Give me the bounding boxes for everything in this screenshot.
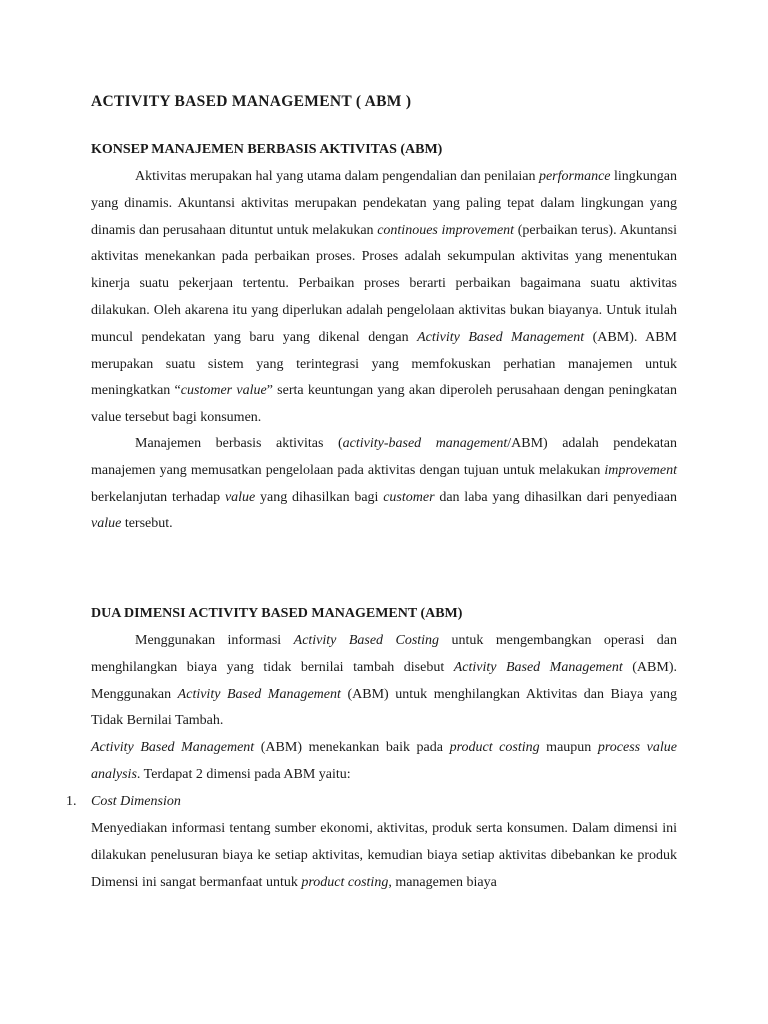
italic-text-run: Activity Based Management [417, 329, 585, 345]
italic-text-run: Activity Based Management [177, 686, 341, 702]
italic-text-run: performance [538, 169, 611, 184]
text-run: Aktivitas merupakan hal yang utama dalam pengendalian dan penilaian [135, 169, 539, 184]
text-run: Manajemen berbasis aktivitas ( [135, 436, 343, 451]
text-run: Menggunakan informasi [135, 633, 294, 648]
text-run: maupun [539, 740, 598, 755]
italic-text-run: product costing [449, 740, 540, 755]
italic-text-run: Activity Based Management [453, 659, 623, 675]
italic-text-run: Activity Based Management [91, 740, 255, 755]
document-title: ACTIVITY BASED MANAGEMENT ( ABM ) [91, 93, 412, 110]
section-heading-konsep: KONSEP MANAJEMEN BERBASIS AKTIVITAS (ABM) [91, 142, 443, 157]
italic-text-run: value [224, 489, 256, 505]
text-run: Menyediakan informasi tentang sumber ekonomi, aktivitas, produk serta konsumen. Dalam dimensi ini dilakukan penelusuran biaya ke setiap aktivitas, kemudian biaya setiap aktivitas dibebankan ke produk Dimensi ini sangat bermanfaat untuk [91, 821, 677, 890]
paragraph-dimensi-1 [91, 628, 677, 735]
text-run: (ABM). Menggunakan [91, 659, 677, 702]
section-heading-dua-dimensi: DUA DIMENSI ACTIVITY BASED MANAGEMENT (ABM) [91, 606, 463, 621]
italic-text-run: customer value [180, 383, 267, 399]
text-run: berkelanjutan terhadap [91, 489, 225, 505]
text-run: yang dihasilkan bagi [255, 489, 384, 505]
text-run: ” serta keuntungan yang akan diperoleh perusahaan dengan peningkatan value tersebut bagi konsumen. [91, 383, 677, 426]
italic-text-run: activity-based management [342, 436, 508, 451]
italic-text-run: Activity Based Costing [293, 633, 440, 648]
italic-text-run: continoues improvement [377, 222, 515, 238]
paragraph-konsep-2 [91, 431, 677, 538]
list-number: 1. [66, 794, 77, 809]
text-run: dan laba yang dihasilkan dari penyediaan [434, 489, 677, 505]
italic-text-run: product costing [301, 874, 389, 890]
text-run: (perbaikan terus). Akuntansi aktivitas menekankan pada perbaikan proses. Proses adalah sekumpulan aktivitas yang menentukan kinerja suatu pekerjaan tertentu. Perbaikan proses berarti perbaikan bagaimana suatu aktivitas dilakukan. Oleh akarena itu yang diperlukan adalah pengelolaan aktivitas bukan biayanya. Untuk itulah muncul pendekatan yang baru yang dikenal dengan [91, 222, 677, 345]
text-run: (ABM). ABM merupakan suatu sistem yang terintegrasi yang memfokuskan perhatian manajemen untuk meningkatkan “ [91, 329, 677, 399]
list-item-cost-dimension [66, 794, 181, 810]
text-run: (ABM) menekankan baik pada [254, 740, 450, 755]
text-run: , managemen biaya [388, 874, 497, 890]
text-run: tersebut. [121, 516, 173, 532]
italic-text-run: customer [383, 489, 435, 505]
text-run: /ABM) adalah pendekatan manajemen yang memusatkan pengelolaan pada aktivitas dengan tujuan untuk melakukan [91, 436, 678, 478]
paragraph-dimensi-2 [91, 735, 677, 789]
italic-text-run: improvement [604, 462, 677, 478]
text-run: (ABM) untuk menghilangkan Aktivitas dan Biaya yang Tidak Bernilai Tambah. [91, 686, 677, 729]
text-run: lingkungan yang dinamis. Akuntansi aktivitas merupakan pendekatan yang paling tepat dalam lingkungan yang dinamis dan perusahaan dituntut untuk melakukan [91, 169, 677, 238]
text-run: . Terdapat 2 dimensi pada ABM yaitu: [136, 766, 351, 782]
italic-text-run: process value analysis [91, 740, 677, 782]
italic-text-run: value [91, 516, 122, 532]
list-label: Cost Dimension [91, 794, 181, 809]
paragraph-cost-dimension [91, 816, 677, 896]
paragraph-konsep-1 [91, 164, 677, 432]
text-run: untuk mengembangkan operasi dan menghilangkan biaya yang tidak bernilai tambah disebut [91, 633, 678, 675]
